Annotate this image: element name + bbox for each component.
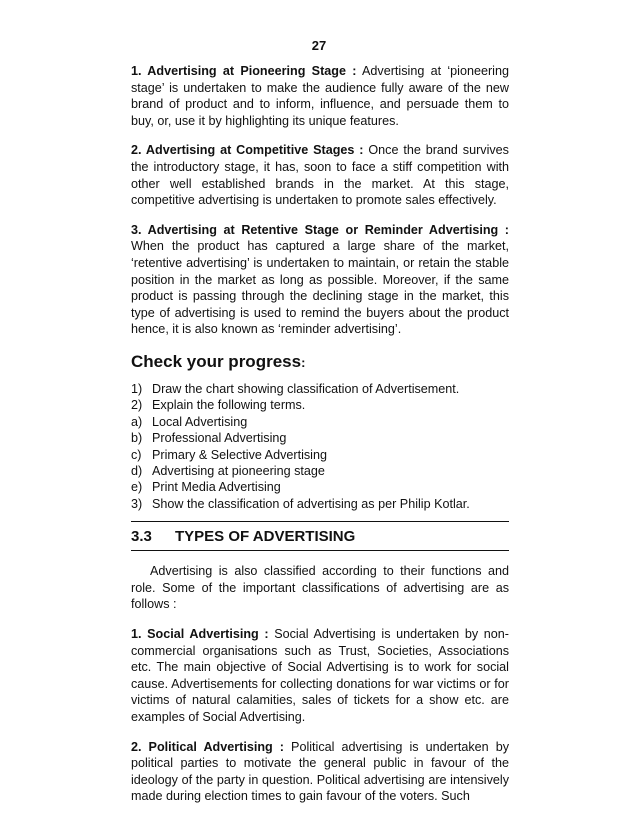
list-marker: 1) <box>131 381 143 396</box>
list-text: Explain the following terms. <box>152 398 306 413</box>
list-marker: b) <box>131 431 143 446</box>
section-heading <box>131 521 509 551</box>
list-text: Show the classification of advertising as per Philip Kotlar. <box>152 496 470 511</box>
paragraph-competitive-stages <box>131 142 509 208</box>
paragraph-body: Social Advertising is undertaken by non-commercial organisations such as Trust, Societies, Associations etc. The main objective of Social Advertising is to work for social cause. Advertisements for collecting donations for war victims or for victims of natural calamities, sales of tickets for a show etc. are examples of Social Advertising. <box>131 626 509 724</box>
list-item <box>131 381 509 397</box>
paragraph-political-advertising <box>131 739 509 805</box>
list-text: Local Advertising <box>152 414 248 429</box>
page-number: 27 <box>311 38 327 53</box>
list-item <box>131 463 509 479</box>
paragraph-retentive-stage <box>131 222 509 338</box>
list-item <box>131 496 509 512</box>
check-progress-heading <box>131 351 509 374</box>
paragraph-heading: 2. Political Advertising : <box>131 739 284 754</box>
paragraph-body: When the product has captured a large share of the market, ‘retentive advertising’ is undertaken to maintain, or retain the stable position in the market as long as possible. Moreover, if the same product is passing through the declining stage in the market, this type of advertising is used to remind the buyers about the product hence, it is also known as ‘reminder advertising’. <box>131 239 509 337</box>
section-title: TYPES OF ADVERTISING <box>175 528 356 546</box>
paragraph-heading: 3. Advertising at Retentive Stage or Reminder Advertising : <box>131 222 509 237</box>
paragraph-heading: 1. Social Advertising : <box>131 626 269 641</box>
paragraph-social-advertising <box>131 626 509 726</box>
paragraph-body: Once the brand survives the introductory stage, it has, soon to face a stiff competition with other well established brands in the market. At this stage, competitive advertising is undertaken to promote sales effectively. <box>131 143 509 208</box>
check-progress-title: Check your progress <box>131 351 302 371</box>
list-marker: d) <box>131 463 143 478</box>
list-text: Print Media Advertising <box>152 480 281 495</box>
list-item <box>131 447 509 463</box>
list-marker: 3) <box>131 496 143 511</box>
list-item <box>131 430 509 446</box>
list-marker: c) <box>131 447 142 462</box>
list-item <box>131 397 509 413</box>
paragraph-intro: Advertising is also classified according to their functions and role. Some of the important classifications of advertising are as follows : <box>131 564 509 612</box>
list-text: Primary & Selective Advertising <box>152 447 327 462</box>
paragraph-heading: 1. Advertising at Pioneering Stage : <box>131 64 357 78</box>
paragraph-heading: 2. Advertising at Competitive Stages : <box>131 143 364 158</box>
progress-question-list <box>131 381 509 512</box>
page-content <box>131 63 509 818</box>
list-marker: a) <box>131 414 143 429</box>
list-item <box>131 479 509 495</box>
paragraph-body: Political advertising is undertaken by political parties to motivate the general public in favour of the ideology of the party in question. Political advertising are intensively made during election times to gain favour of the voters. Such <box>131 739 509 804</box>
list-marker: 2) <box>131 398 143 413</box>
paragraph-pioneering-stage <box>131 63 509 129</box>
list-marker: e) <box>131 480 143 495</box>
paragraph-body: Advertising at ‘pioneering stage’ is undertaken to make the audience fully aware of the new brand of product and to inform, influence, and persuade them to buy, or, use it by highlighting its unique features. <box>131 64 509 128</box>
list-text: Advertising at pioneering stage <box>152 463 325 478</box>
list-text: Draw the chart showing classification of Advertisement. <box>152 381 460 396</box>
section-number: 3.3 <box>131 528 152 546</box>
list-text: Professional Advertising <box>152 431 287 446</box>
list-item <box>131 414 509 430</box>
check-progress-colon: : <box>301 354 306 370</box>
